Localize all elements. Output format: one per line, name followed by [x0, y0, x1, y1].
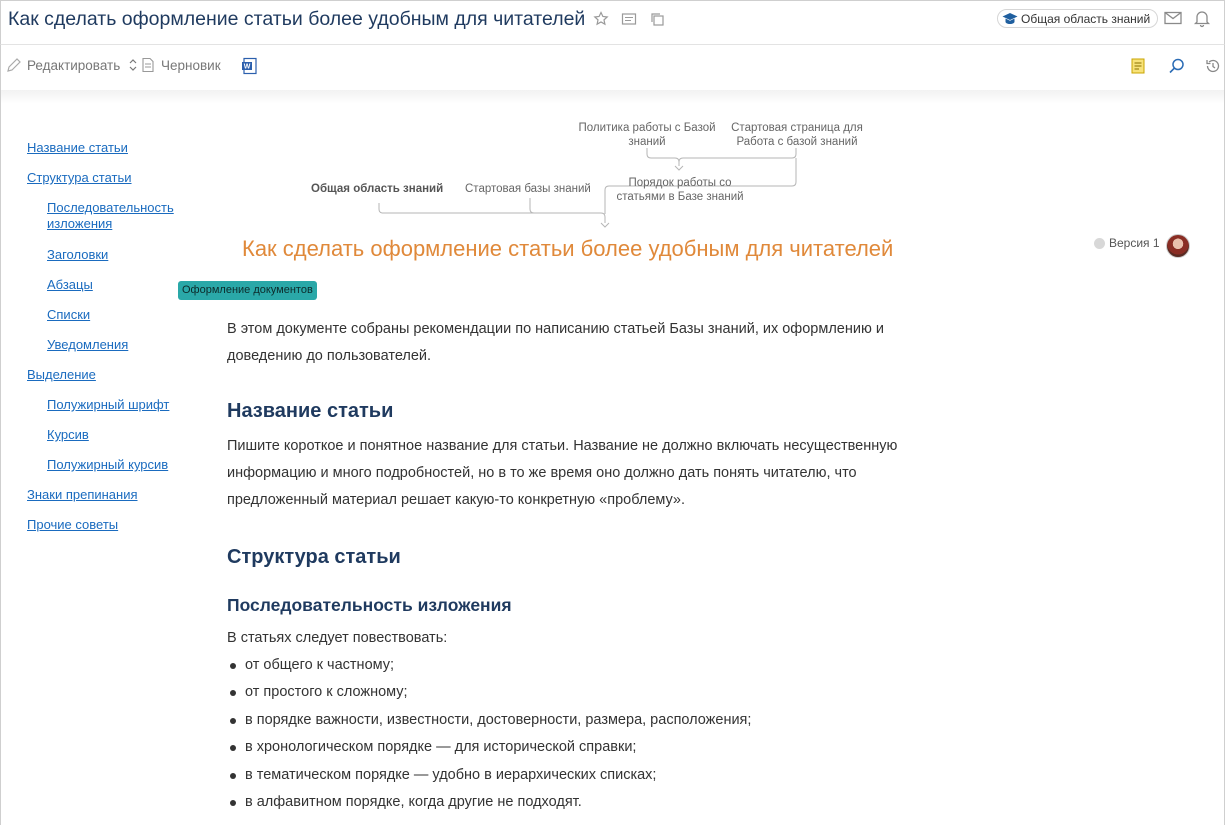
draft-label: Черновик — [161, 57, 221, 73]
toc-item-paragraphs[interactable]: Абзацы — [47, 277, 93, 292]
toc-item-sequence[interactable]: Последовательность изложения — [47, 200, 174, 231]
toolbar-shadow — [0, 90, 1225, 104]
list-item: от простого к сложному; — [227, 679, 947, 706]
article-title: Как сделать оформление статьи более удобным для читателей — [242, 236, 894, 261]
breadcrumb-order[interactable]: Порядок работы со статьями в Базе знаний — [616, 177, 744, 203]
sequence-list — [227, 652, 947, 816]
toc-item-headings[interactable]: Заголовки — [47, 247, 109, 262]
breadcrumb-start-page[interactable]: Стартовая страница для Работа с базой знаний — [731, 122, 863, 148]
toc-item-bold[interactable]: Полужирный шрифт — [47, 397, 170, 412]
knowledge-area-badge[interactable] — [997, 9, 1158, 28]
list-item: в алфавитном порядке, когда другие не подходят. — [227, 789, 947, 816]
star-icon[interactable] — [593, 11, 609, 27]
search-icon[interactable] — [1168, 57, 1186, 75]
toc-item-title[interactable]: Название статьи — [27, 140, 128, 155]
category-tag[interactable]: Оформление документов — [178, 281, 317, 300]
section-heading-structure: Структура статьи — [227, 546, 401, 568]
notes-icon[interactable] — [1130, 57, 1146, 75]
draft-document-icon — [140, 57, 156, 73]
toc-item-italic[interactable]: Курсив — [47, 427, 89, 442]
version-status-dot — [1094, 238, 1105, 249]
properties-icon[interactable] — [621, 11, 637, 27]
breadcrumb-policy[interactable]: Политика работы с Базой знаний — [578, 122, 716, 148]
toc-item-other-tips[interactable]: Прочие советы — [27, 517, 119, 532]
list-item: в порядке важности, известности, достоверности, размера, расположения; — [227, 707, 947, 734]
sequence-intro-text: В статьях следует повествовать: — [227, 630, 448, 646]
knowledge-area-label: Общая область знаний — [1021, 11, 1151, 26]
subsection-heading-sequence: Последовательность изложения — [227, 595, 512, 615]
author-avatar[interactable] — [1166, 234, 1190, 258]
bell-icon[interactable] — [1192, 8, 1212, 28]
mail-icon[interactable] — [1163, 8, 1183, 28]
list-item: от общего к частному; — [227, 652, 947, 679]
list-item: в тематическом порядке — удобно в иерархических списках; — [227, 762, 947, 789]
version-indicator[interactable] — [1094, 236, 1160, 250]
history-icon[interactable] — [1204, 57, 1222, 75]
version-label: Версия 1 — [1109, 236, 1160, 250]
list-item: в хронологическом порядке — для исторической справки; — [227, 734, 947, 761]
graduation-cap-icon — [1002, 12, 1018, 26]
section-heading-title: Название статьи — [227, 400, 394, 422]
sort-arrows-icon[interactable] — [128, 57, 138, 73]
toc-item-bold-italic[interactable]: Полужирный курсив — [47, 457, 169, 472]
draft-button[interactable] — [140, 57, 221, 73]
breadcrumb-start[interactable]: Стартовая базы знаний — [465, 183, 591, 195]
svg-text:W: W — [243, 63, 251, 71]
breadcrumb-root[interactable]: Общая область знаний — [311, 183, 444, 195]
pencil-icon — [6, 57, 22, 73]
toc-item-lists[interactable]: Списки — [47, 307, 91, 322]
edit-label: Редактировать — [27, 57, 121, 73]
toc-item-highlighting[interactable]: Выделение — [27, 367, 96, 382]
section-title-paragraph: Пишите короткое и понятное название для статьи. Название не должно включать несущественную информацию и много подробностей, но в то же время оно должно дать понять читателю, что предложенный материал решает какую-то конкретную «проблему». — [227, 438, 898, 508]
page-title: Как сделать оформление статьи более удобным для читателей — [8, 8, 586, 30]
top-bar — [0, 0, 1225, 45]
toc-item-structure[interactable]: Структура статьи — [27, 170, 132, 185]
word-export-icon[interactable] — [241, 57, 259, 75]
edit-button[interactable] — [6, 57, 143, 73]
toc-item-punctuation[interactable]: Знаки препинания — [27, 487, 138, 502]
toc-item-notifications[interactable]: Уведомления — [47, 337, 129, 352]
copy-icon[interactable] — [649, 11, 665, 27]
intro-paragraph: В этом документе собраны рекомендации по написанию статьей Базы знаний, их оформлению и доведению до пользователей. — [227, 321, 884, 364]
toolbar — [0, 45, 1225, 90]
